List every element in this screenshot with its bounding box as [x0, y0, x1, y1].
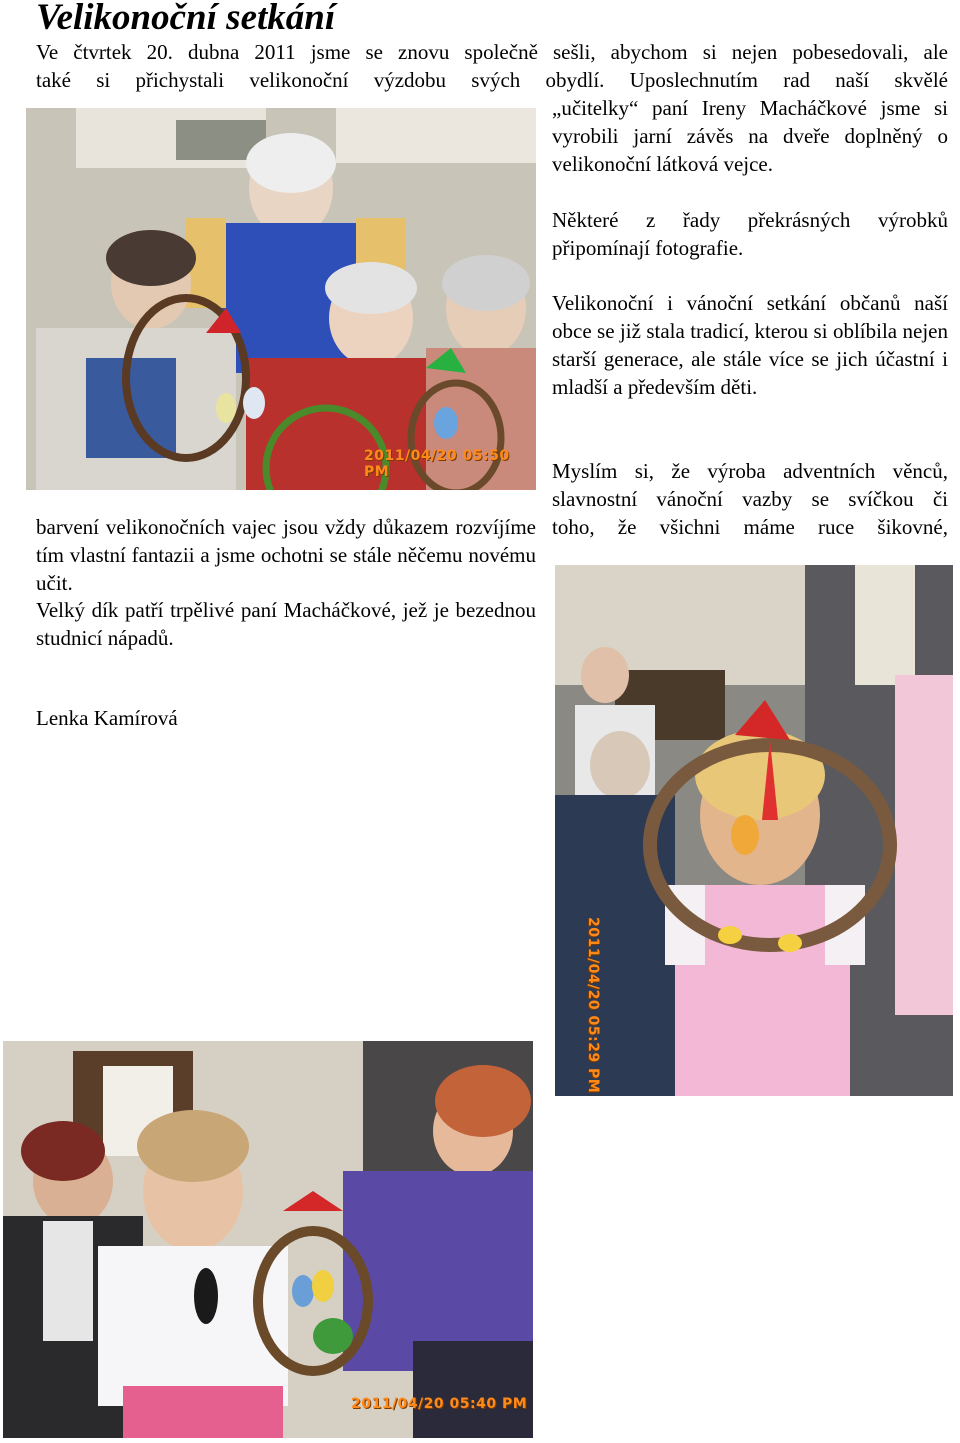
paragraph-thanks: Velký dík patří trpělivé paní Macháčkové, jež je bezednou studnicí nápadů.: [36, 598, 536, 650]
article-author: Lenka Kamírová: [36, 706, 178, 730]
photo-child-wreath: [555, 565, 953, 1096]
photo-group-timestamp: 2011/04/20 05:50 PM: [364, 448, 510, 480]
intro-paragraph: [36, 38, 948, 94]
paragraph-advent-cont: toho, že všichni máme ruce šikovné,: [552, 515, 948, 539]
paragraph-tradition: Velikonoční i vánoční setkání občanů naší obce se již stala tradicí, kterou si oblíbila nejen starší generace, ale stále více se jich účastní i mladší a především děti.: [552, 291, 948, 399]
paragraph-advent: Myslím si, že výroba adventních věnců, slavnostní vánoční vazby se svíčkou či: [552, 459, 948, 511]
intro-line-2: také si přichystali velikonoční výzdobu svých obydlí. Uposlechnutím rad naší skvělé: [36, 68, 948, 92]
paragraph-eggs: barvení velikonočních vajec jsou vždy důkazem rozvíjíme tím vlastní fantazii a jsme ochotni se stále něčemu novému učit.: [36, 515, 536, 595]
photo-girl-illustration: [3, 1041, 533, 1438]
intro-line-1: Ve čtvrtek 20. dubna 2011 jsme se znovu společně sešli, abychom si nejen pobesedovali, ale: [36, 40, 948, 64]
photo-child-illustration: [555, 565, 953, 1096]
photo-girl-basket: [3, 1041, 533, 1438]
photo-girl-timestamp: 2011/04/20 05:40 PM: [351, 1396, 528, 1412]
photo-group-wreaths: [26, 108, 536, 490]
paragraph-workshop: „učitelky“ paní Ireny Macháčkové jsme si vyrobili jarní závěs na dveře doplněný o velikonoční látková vejce.: [552, 96, 948, 176]
photo-child-timestamp: 2011/04/20 05:29 PM: [585, 917, 601, 1094]
article-title: Velikonoční setkání: [36, 0, 336, 38]
photo-group-illustration: [26, 108, 536, 490]
paragraph-photos: Některé z řady překrásných výrobků připomínají fotografie.: [552, 208, 948, 260]
